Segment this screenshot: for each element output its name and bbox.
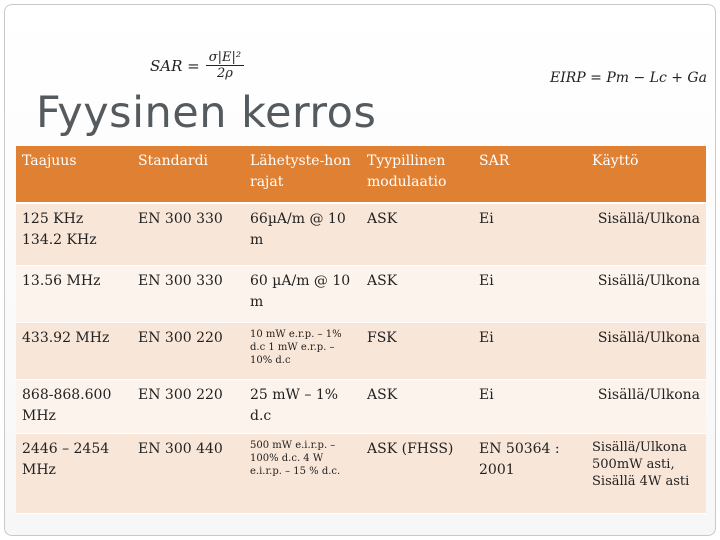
table-row xyxy=(16,203,706,265)
table-cell: EN 300 220 xyxy=(132,322,244,379)
table-cell: 868-868.600 MHz xyxy=(16,379,132,433)
table-cell: EN 300 330 xyxy=(132,265,244,322)
table-cell: Ei xyxy=(473,379,586,433)
sar-numerator: σ|E|² xyxy=(206,50,244,66)
table-row xyxy=(16,379,706,433)
sar-formula xyxy=(150,50,244,81)
header-cell-sar: SAR xyxy=(473,146,586,203)
table-header-row xyxy=(16,146,706,203)
table-cell: 433.92 MHz xyxy=(16,322,132,379)
table-cell: EN 300 220 xyxy=(132,379,244,433)
table-cell: EN 300 330 xyxy=(132,203,244,265)
header-cell-power-limits: Lähetyste-hon rajat xyxy=(244,146,361,203)
sar-fraction xyxy=(206,50,244,81)
header-cell-modulation: Tyypillinen modulaatio xyxy=(361,146,473,203)
table-cell: Ei xyxy=(473,322,586,379)
table-row xyxy=(16,322,706,379)
table-cell: 60 µA/m @ 10 m xyxy=(244,265,361,322)
header-cell-usage: Käyttö xyxy=(586,146,706,203)
table-cell: EN 50364 : 2001 xyxy=(473,433,586,513)
table-cell: 13.56 MHz xyxy=(16,265,132,322)
table-row xyxy=(16,265,706,322)
table-cell: Sisällä/Ulkona xyxy=(586,265,706,322)
table-cell: 2446 – 2454 MHz xyxy=(16,433,132,513)
table-cell: ASK (FHSS) xyxy=(361,433,473,513)
table-cell: Ei xyxy=(473,203,586,265)
table-cell: 125 KHz 134.2 KHz xyxy=(16,203,132,265)
page-title: Fyysinen kerros xyxy=(36,88,377,138)
table-cell: Sisällä/Ulkona 500mW asti, Sisällä 4W asti xyxy=(586,433,706,513)
table-cell: Sisällä/Ulkona xyxy=(586,322,706,379)
table-cell: EN 300 440 xyxy=(132,433,244,513)
table-cell: 500 mW e.i.r.p. – 100% d.c. 4 W e.i.r.p. – 15 % d.c. xyxy=(244,433,361,513)
eirp-formula: EIRP = Pт − Lc + Ga xyxy=(550,70,707,86)
table-cell: ASK xyxy=(361,379,473,433)
frequency-table xyxy=(16,146,706,514)
table-cell: 66µA/m @ 10 m xyxy=(244,203,361,265)
table-cell: Sisällä/Ulkona xyxy=(586,203,706,265)
table-cell: FSK xyxy=(361,322,473,379)
table-cell: Sisällä/Ulkona xyxy=(586,379,706,433)
sar-denominator: 2ρ xyxy=(216,66,233,81)
header-cell-standard: Standardi xyxy=(132,146,244,203)
header-cell-frequency: Taajuus xyxy=(16,146,132,203)
table-cell: 25 mW – 1% d.c xyxy=(244,379,361,433)
table-cell: 10 mW e.r.p. – 1% d.c 1 mW e.r.p. – 10% d.c xyxy=(244,322,361,379)
sar-formula-lhs: SAR = xyxy=(150,56,200,75)
table-row xyxy=(16,433,706,513)
table-cell: ASK xyxy=(361,265,473,322)
table-cell: ASK xyxy=(361,203,473,265)
table-cell: Ei xyxy=(473,265,586,322)
